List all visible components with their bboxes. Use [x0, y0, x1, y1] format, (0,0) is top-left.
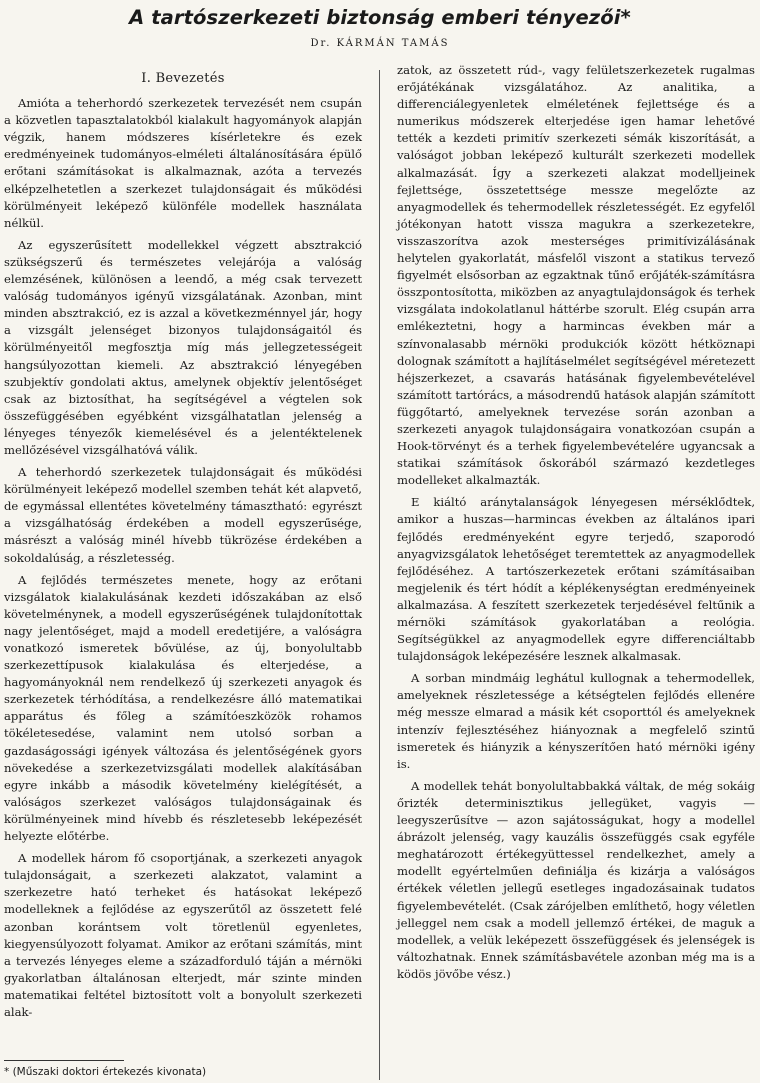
paragraph: zatok, az összetett rúd-, vagy felületszerkezetek rugalmas erőjátékának vizsgálatához. Az analitika, a differenciálegyenletek elméletének fejlettsége és a numerikus módszerek elterjedése igen hamar lehetővé tették a kezdeti primitív szerkezeti sémák kiszorítását, a valóságot jobban leképező kulturált szerkezeti modellek alkalmazását. Így a szerkezeti alakzat modelljeinek fejlettsége, összetettsége messze megelőzte az anyagmodellek és tehermodellek részletességét. Ez egyfelől jótékonyan hatott vissza magukra a szerkezetekre, visszaszorítva azok mesterséges primitívizálásának helytelen gyakorlatát, másfelől viszont a statikus tervező figyelmét elsősorban az egzaktnak tűnő erőjáték-számításra összpontosította, miközben az anyagtulajdonságok és terhek vizsgálata indokolatlanul háttérbe szorult. Elég csupán arra emlékeztetni, hogy a harmincas években már a színvonalasabb mérnöki produkciók között hétköznapi dolognak számított a hajlításelmélet segítségével méretezett héjszerkezet, a csavarás hatásának figyelembevételével számított tartórács, a másodrendű hatások alapján számított függőtartó, amelyeknek tervezése során azonban a szerkezeti anyagok tulajdonságaira vonatkozóan csupán a Hook-törvényt és a terhek figyelembevételére ugyancsak a statikai számítások őskorából származó kezdetleges modelleket alkalmazták. — [397, 63, 755, 488]
paragraph: A modellek tehát bonyolultabbakká váltak, de még sokáig őrizték determinisztikus jellegüket, vagyis — leegyszerűsítve — azon sajátosságukat, hogy a modellel ábrázolt jelenség, vagy kauzális összefüggés csak egyféle meghatározott értékegyüttessel rendelkezhet, amely a modellt egyértelműen definiálja és kizárja a valóságos értékek véletlen jellegű esetleges ingadozásainak tudatos figyelembevételét. (Csak zárójelben említhető, hogy véletlen jelleggel nem csak a modell jellemző értékei, de maguk a modellek, a velük leképezett összefüggések és jelenségek is változhatnak. Ennek számításbavétele azonban még ma is a ködös jövőbe vész.) — [397, 778, 755, 981]
left-column — [4, 68, 362, 1083]
section-heading: I. Bevezetés — [141, 71, 225, 86]
paragraph: Amióta a teherhordó szerkezetek tervezését nem csupán a közvetlen tapasztalatokból kialakult hagyományok alapján végzik, hanem módszeres kísérletekre és ezek eredményeinek tudományos-elméleti általánosítására épülő erőtani számításokat is alkalmaznak, azóta a tervezés elképzelhetetlen a szerkezet tulajdonságait és működési körülményeit leképező különféle modellek használata nélkül. — [4, 96, 362, 230]
paragraph: A teherhordó szerkezetek tulajdonságait és működési körülményeit leképező modellel szemben tehát két alapvető, de egymással ellentétes követelmény támasztható: egyrészt a vizsgálhatóság érdekében a modell egyszerűsége, másrészt a valóság minél hívebb tükrözése érdekében a sokoldalúság, a részletesség. — [4, 465, 362, 565]
right-column — [397, 62, 755, 1083]
paragraph: A fejlődés természetes menete, hogy az erőtani vizsgálatok kialakulásának kezdeti időszakában az első követelménynek, a modell egyszerűségének tulajdonítottak nagy jelentőséget, majd a modell eredetijére, a valóságra vonatkozó ismeretek bővülése, az új, bonyolultabb szerkezettípusok kialakulása és elterjedése, a hagyományoknál nem rendelkező új szerkezeti anyagok és szerkezetek térhódítása, a rendelkezésre álló matematikai apparátus és főleg a számítóeszközök rohamos tökéletesedése, valamint nem utolsó sorban a gazdaságossági igények változása és jelentőségének gyors növekedése a szerkezetvizsgálati modellek alakításában egyre inkább a második követelmény kielégítését, a valóságos szerkezet valóságos tulajdonságainak és körülményeinek mind hívebb és részletesebb leképezését helyezte előtérbe. — [4, 572, 362, 844]
paragraph: A modellek három fő csoportjának, a szerkezeti anyagok tulajdonságait, a szerkezeti alakzatot, valamint a szerkezetre ható terheket és hatásokat leképező modelleknek a fejlődése az egyszerűtől az összetett felé azonban korántsem volt töretlenül egyenletes, kiegyensúlyozott folyamat. Amikor az erőtani számítás, mint a tervezés lényeges eleme a századforduló táján a mérnöki gyakorlatban általánosan elterjedt, már szinte minden matematikai feltétel biztosított volt a bonyolult szerkezeti alak- — [4, 851, 362, 1019]
paragraph: E kiáltó aránytalanságok lényegesen mérséklődtek, amikor a huszas—harmincas években az általános ipari fejlődés eredményeként egyre terjedő, szaporodó anyagvizsgálatok lehetőséget teremtettek az anyagmodellek fejlődéséhez. A tartószerkezetek erőtani számításaiban megjelenik és tért hódít a képlékenységtan eredményeinek alkalmazása. A feszített szerkezetek terjedésével feltűnik a mérnöki számítások gyakorlatában a reológia. Segítségükkel az anyagmodellek egyre differenciáltabb tulajdonságok leképezésére lesznek alkalmasak. — [397, 495, 755, 664]
paragraph: Az egyszerűsített modellekkel végzett absztrakció szükségszerű és természetes velejárója a valóság elemzésének, különösen a leendő, a még csak tervezett valóság tudományos igényű vizsgálatának. Azonban, mint minden absztrakció, ez is azzal a következménnyel jár, hogy a vizsgált jelenséget bizonyos tulajdonságaitól és körülményeitől megfosztja míg más jellegzetességeit hangsúlyozottan kiemeli. Az absztrakció lényegében szubjektív gondolati aktus, amelynek objektív jelentőséget csak az biztosíthat, ha segítségével a végtelen sok összefüggésében egyébként vizsgálhatatlan jelenség a lényeges tényezők kiemelésével és a jelentéktelenek mellőzésével vizsgálhatóvá válik. — [4, 237, 362, 457]
column-divider — [379, 70, 380, 1080]
paragraph: A sorban mindmáig leghátul kullognak a tehermodellek, amelyeknek részletessége a kétségtelen fejlődés ellenére még messze elmarad a másik két csoporttól és amelyeknek intenzív fejlesztéséhez hiányoznak a megfelelő szintű ismeretek és hiányzik a kényszerítően ható mérnöki igény is. — [397, 671, 755, 771]
footnote: * (Műszaki doktori értekezés kivonata) — [4, 1066, 207, 1078]
author-name: Dr. KÁRMÁN TAMÁS — [310, 38, 450, 49]
footnote-rule — [4, 1060, 124, 1061]
article-title: A tartószerkezeti biztonság emberi tényezői* — [129, 6, 631, 29]
